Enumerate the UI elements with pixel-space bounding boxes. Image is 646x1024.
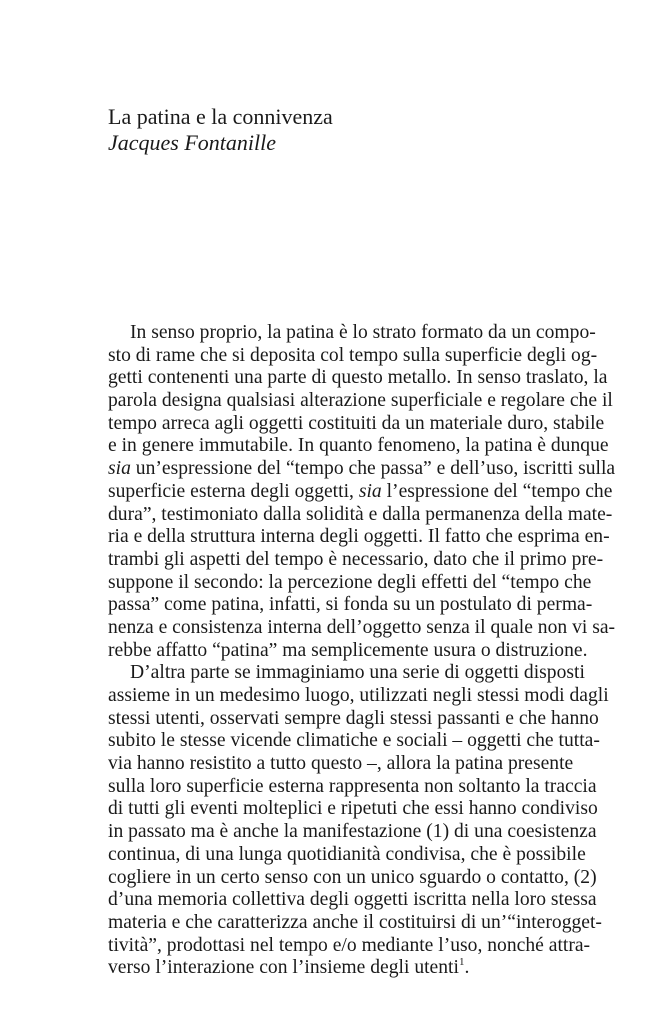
chapter-title: La patina e la connivenza — [108, 104, 333, 129]
chapter-heading — [108, 104, 568, 156]
text-line: trambi gli aspetti del tempo è necessario, dato che il primo pre- — [108, 548, 604, 570]
emphasis: sia — [108, 458, 131, 480]
text-line: subito le stesse vicende climatiche e sociali – oggetti che tutta- — [108, 730, 600, 752]
text-line: tività”, prodottasi nel tempo e/o mediante l’uso, nonché attra- — [108, 934, 591, 956]
text-line: In senso proprio, la patina è lo strato formato da un compo- — [130, 322, 596, 343]
paragraph-2 — [108, 662, 609, 980]
text-line: continua, di una lunga quotidianità condivisa, che è possibile — [108, 843, 586, 865]
body-text — [108, 322, 616, 980]
text-line — [108, 957, 566, 980]
text-line: parola designa qualsiasi alterazione superficiale e regolare che il — [108, 390, 613, 412]
text-fragment: un’espressione del “tempo che passa” e dell’uso, iscritti sulla — [130, 458, 616, 480]
text-line: nenza e consistenza interna dell’oggetto senza il quale non vi sa- — [108, 616, 616, 638]
text-line: getti contenenti una parte di questo metallo. In senso traslato, la — [108, 367, 608, 389]
text-line: rebbe affatto “patina” ma semplicemente usura o distruzione. — [108, 639, 588, 661]
chapter-author: Jacques Fontanille — [108, 130, 277, 155]
text-line — [108, 458, 616, 481]
text-line: sto di rame che si deposita col tempo sulla superficie degli og- — [108, 344, 598, 366]
text-line: in passato ma è anche la manifestazione (1) di una coesistenza — [108, 821, 597, 843]
text-line: d’una memoria collettiva degli oggetti iscritta nella loro stessa — [108, 889, 597, 911]
text-line: di tutti gli eventi molteplici e ripetuti che essi hanno condiviso — [108, 798, 598, 820]
text-line: sulla loro superficie esterna rappresenta non soltanto la traccia — [108, 775, 597, 797]
footnote-reference[interactable]: 1 — [458, 956, 465, 969]
paragraph-1 — [108, 322, 616, 662]
text-fragment: superficie esterna degli oggetti, — [108, 480, 359, 502]
text-line: dura”, testimoniato dalla solidità e dalla permanenza della mate- — [108, 503, 613, 525]
text-line: ria e della struttura interna degli oggetti. Il fatto che esprima en- — [108, 526, 610, 548]
text-line — [108, 480, 613, 504]
text-line: via hanno resistito a tutto questo –, allora la patina presente — [108, 753, 574, 775]
text-line: stessi utenti, osservati sempre dagli stessi passanti e che hanno — [108, 707, 599, 729]
text-line: materia e che caratterizza anche il costituirsi di un’“interogget- — [108, 911, 602, 933]
text-fragment: verso l’interazione con l’insieme degli utenti — [108, 957, 459, 979]
text-fragment: l’espressione del “tempo che — [381, 480, 613, 502]
text-line: suppone il secondo: la percezione degli effetti del “tempo che — [108, 571, 592, 593]
text-line: passa” come patina, infatti, si fonda su un postulato di perma- — [108, 594, 593, 616]
text-line: tempo arreca agli oggetti costituiti da un materiale duro, stabile — [108, 412, 605, 434]
text-line: e in genere immutabile. In quanto fenomeno, la patina è dunque — [108, 435, 609, 457]
emphasis: sia — [358, 480, 382, 502]
text-line: assieme in un medesimo luogo, utilizzati negli stessi modi dagli — [108, 685, 609, 706]
text-line: D’altra parte se immaginiamo una serie di oggetti disposti — [130, 662, 585, 684]
text-line: cogliere in un certo senso con un unico sguardo o contatto, (2) — [108, 866, 597, 888]
text-fragment: . — [464, 957, 470, 979]
